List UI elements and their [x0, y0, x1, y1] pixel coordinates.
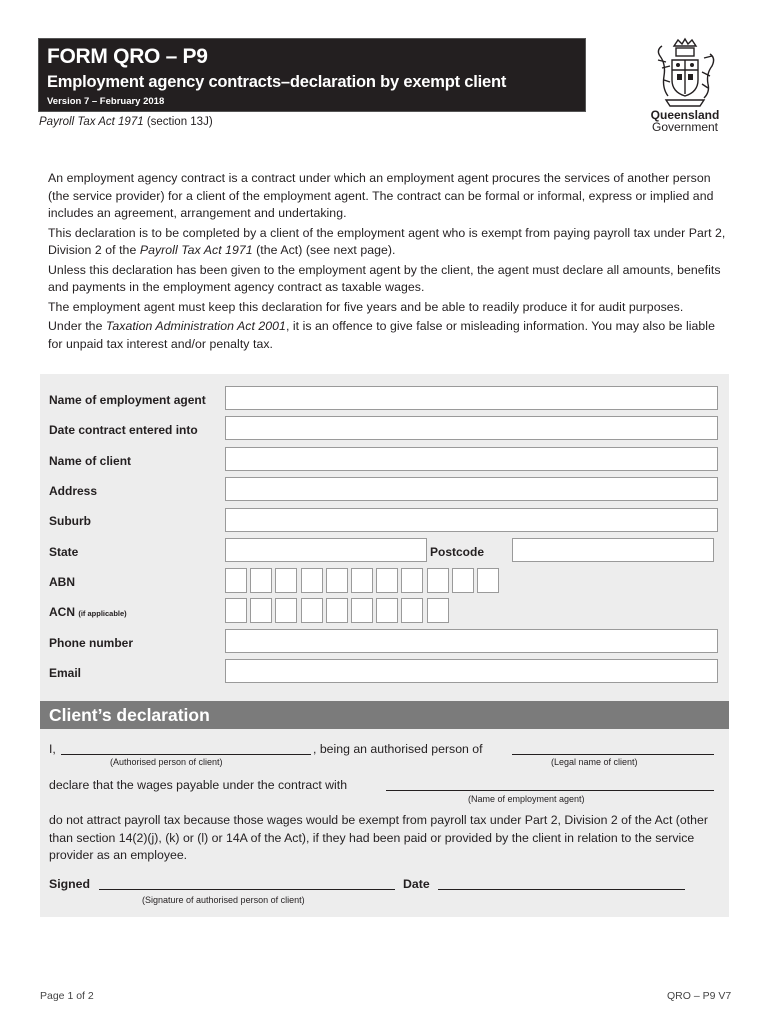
act-section: (section 13J) — [143, 116, 213, 128]
email-label: Email — [49, 666, 82, 680]
form-code-footer: QRO – P9 V7 — [667, 990, 732, 1002]
abn-digit-box[interactable] — [376, 568, 398, 593]
form-title-bar — [38, 38, 586, 112]
phone-label: Phone number — [49, 636, 134, 650]
acn-note: (if applicable) — [78, 609, 127, 618]
date-label: Date — [403, 877, 430, 891]
intro-paragraph-3: Unless this declaration has been given to the employment agent by the client, the agent must declare all amounts, benefits and payments in the employment agency contract as taxable wages. — [48, 262, 721, 294]
abn-digit-box[interactable] — [275, 568, 297, 593]
phone-input[interactable] — [225, 629, 718, 653]
postcode-input[interactable] — [512, 538, 714, 562]
form-version: Version 7 – February 2018 — [47, 96, 165, 107]
declaration-i: I, — [49, 742, 56, 756]
form-title: Employment agency contracts–declaration by exempt client — [47, 73, 507, 91]
suburb-label: Suburb — [49, 514, 91, 528]
abn-digit-box[interactable] — [326, 568, 348, 593]
acn-digit-box[interactable] — [250, 598, 272, 623]
address-label: Address — [49, 484, 98, 498]
acn-digit-box[interactable] — [275, 598, 297, 623]
intro-p5-tail: , it is an offence to give false or misleading information. You may also be liable for unpaid tax interest and/or penalty tax. — [48, 319, 715, 351]
intro-p2-text: This declaration is to be completed by a client of the employment agent who is exempt from paying payroll tax under Part 2, Division 2 of the — [48, 225, 726, 257]
declaration-paragraph: do not attract payroll tax because those wages would be exempt from payroll tax under Part 2, Division 2 of the Act (other than section 14(2)(j), (k) or (l) or 14A of the Act), if they had been paid or provided by the client in relation to the service provider as an employee. — [49, 813, 708, 862]
client-name-input[interactable] — [225, 447, 718, 471]
signature-line[interactable] — [99, 877, 395, 890]
caption-employment-agent: (Name of employment agent) — [468, 794, 585, 804]
email-input[interactable] — [225, 659, 718, 683]
queensland-government-logo — [645, 36, 725, 136]
caption-legal-name: (Legal name of client) — [551, 757, 638, 767]
acn-digit-box[interactable] — [351, 598, 373, 623]
form-code: FORM QRO – P9 — [47, 45, 208, 68]
logo-queensland: Queensland — [650, 108, 720, 122]
acn-label — [49, 605, 127, 619]
intro-paragraph-5 — [48, 318, 728, 353]
acn-digit-box[interactable] — [401, 598, 423, 623]
acn-digit-box[interactable] — [326, 598, 348, 623]
abn-digit-box[interactable] — [225, 568, 247, 593]
caption-signature: (Signature of authorised person of client) — [142, 895, 305, 905]
intro-p2-tail: (the Act) (see next page). — [252, 243, 396, 257]
caption-authorised-person: (Authorised person of client) — [110, 757, 223, 767]
postcode-label: Postcode — [430, 545, 485, 559]
intro-paragraph-4: The employment agent must keep this declaration for five years and be able to readily produce it for audit purposes. — [48, 299, 684, 314]
intro-p5-text: Under the — [48, 319, 106, 333]
declaration-line2: declare that the wages payable under the contract with — [49, 778, 348, 792]
abn-digit-box[interactable] — [477, 568, 499, 593]
legal-name-line[interactable] — [512, 742, 714, 755]
page-number: Page 1 of 2 — [40, 990, 94, 1002]
declaration-line1-mid: , being an authorised person of — [313, 742, 483, 756]
abn-digit-box[interactable] — [250, 568, 272, 593]
acn-digit-box[interactable] — [301, 598, 323, 623]
client-name-label: Name of client — [49, 454, 132, 468]
employment-agent-line[interactable] — [386, 778, 714, 791]
abn-digit-box[interactable] — [301, 568, 323, 593]
abn-label: ABN — [49, 575, 75, 589]
act-name: Payroll Tax Act 1971 — [39, 116, 144, 128]
logo-government: Government — [651, 120, 719, 134]
state-input[interactable] — [225, 538, 427, 562]
state-label: State — [49, 545, 79, 559]
date-contract-label: Date contract entered into — [49, 423, 198, 437]
intro-text — [48, 170, 728, 355]
abn-digit-box[interactable] — [452, 568, 474, 593]
acn-digit-box[interactable] — [225, 598, 247, 623]
abn-digit-box[interactable] — [401, 568, 423, 593]
intro-p2-act: Payroll Tax Act 1971 — [139, 243, 253, 257]
employment-agent-label: Name of employment agent — [49, 393, 206, 407]
address-input[interactable] — [225, 477, 718, 501]
intro-p5-act: Taxation Administration Act 2001 — [105, 319, 286, 333]
acn-digit-box[interactable] — [427, 598, 449, 623]
abn-digit-box[interactable] — [427, 568, 449, 593]
suburb-input[interactable] — [225, 508, 718, 532]
authorised-person-line[interactable] — [61, 742, 311, 755]
abn-digit-box[interactable] — [351, 568, 373, 593]
intro-paragraph-2 — [48, 225, 728, 260]
employment-agent-input[interactable] — [225, 386, 718, 410]
signed-label: Signed — [49, 877, 90, 891]
date-line[interactable] — [438, 877, 685, 890]
acn-label-text: ACN — [49, 605, 75, 619]
coat-of-arms-icon — [652, 36, 718, 108]
act-reference — [39, 116, 213, 128]
declaration-heading: Client’s declaration — [40, 701, 729, 729]
date-contract-input[interactable] — [225, 416, 718, 440]
intro-paragraph-1: An employment agency contract is a contract under which an employment agent procures the services of another person (the service provider) for a client of the employment agent. The contract can be formal or informal, express or implied and includes an agreement, arrangement and undertaking. — [48, 171, 714, 220]
acn-digit-box[interactable] — [376, 598, 398, 623]
